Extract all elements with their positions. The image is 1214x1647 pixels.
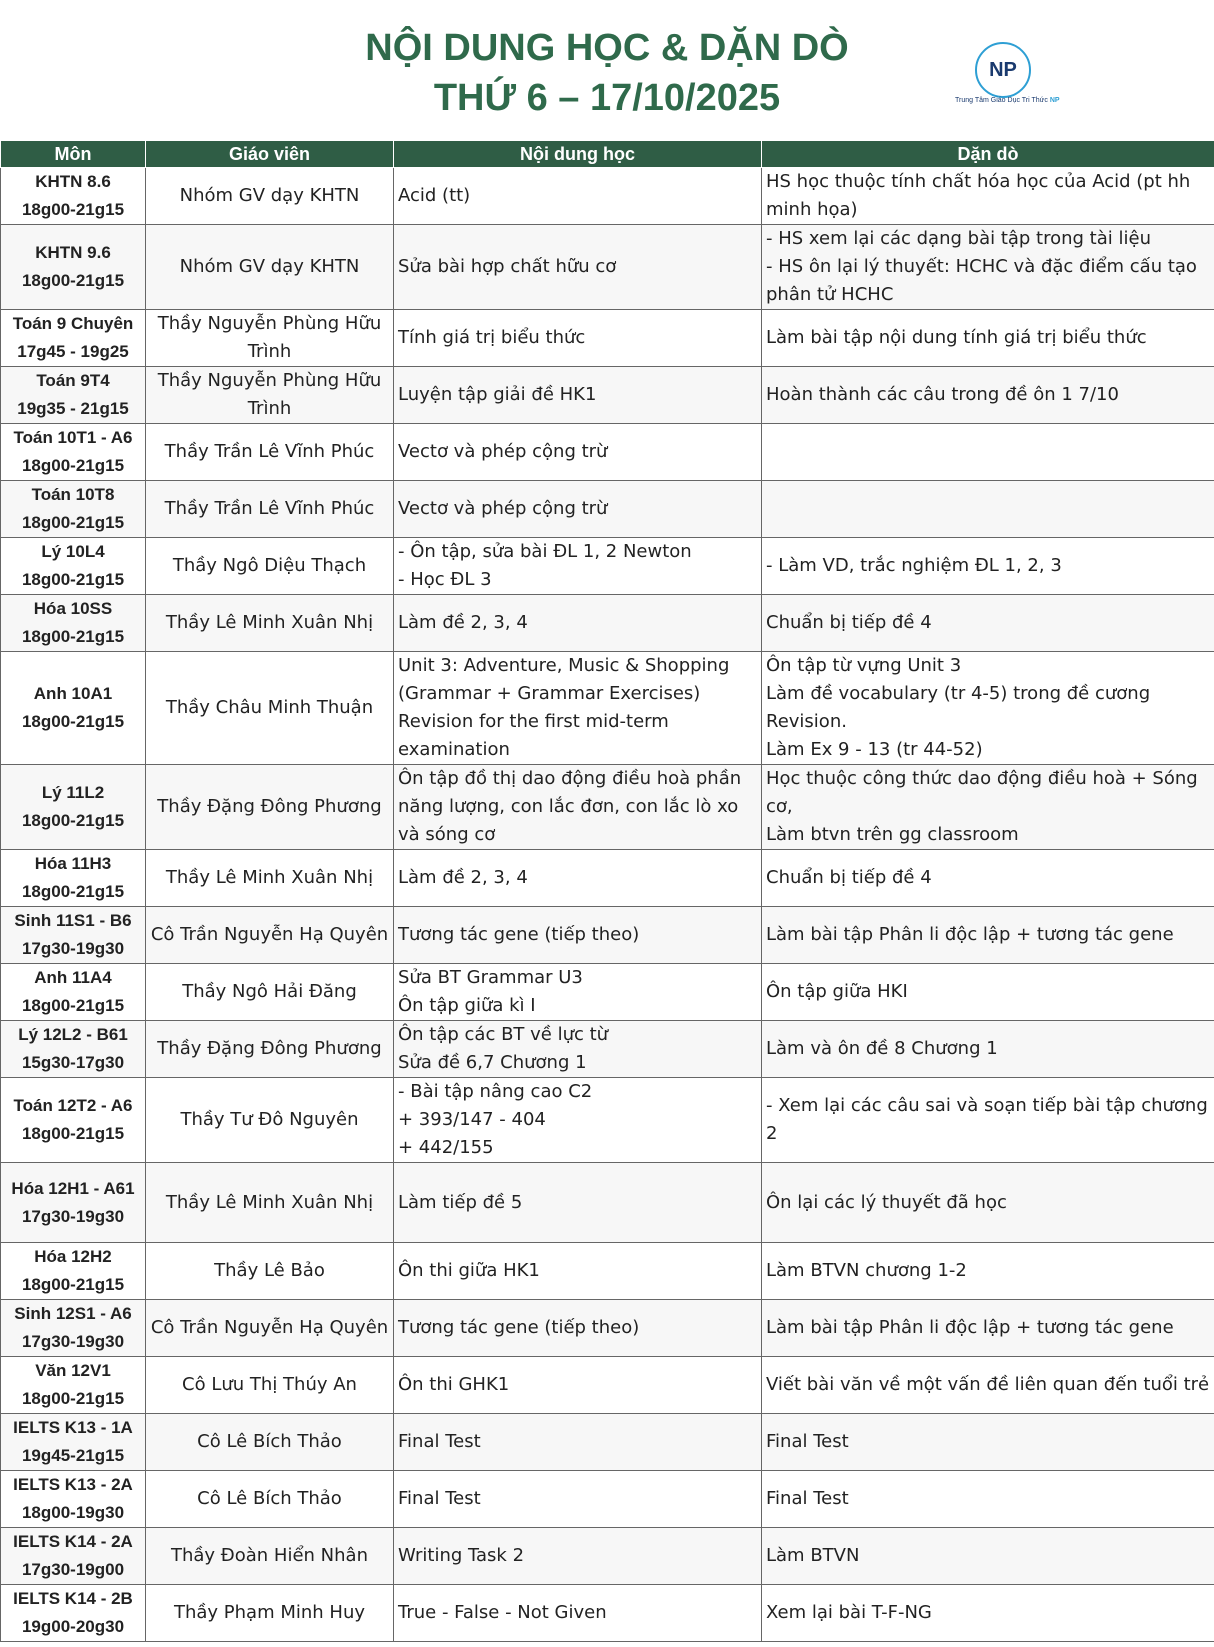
logo-caption-brand: NP [1049, 97, 1060, 104]
cell-content: - Bài tập nâng cao C2 + 393/147 - 404 + 442/155 [394, 1078, 762, 1163]
cell-content: Unit 3: Adventure, Music & Shopping (Grammar + Grammar Exercises) Revision for the first mid-term examination [394, 652, 762, 765]
cell-teacher: Thầy Nguyễn Phùng Hữu Trình [146, 310, 394, 367]
cell-subject: Toán 9 Chuyên 17g45 - 19g25 [1, 310, 146, 367]
cell-homework: Chuẩn bị tiếp đề 4 [762, 595, 1214, 652]
cell-teacher: Thầy Phạm Minh Huy [146, 1585, 394, 1642]
cell-content: Ôn tập các BT về lực từ Sửa đề 6,7 Chương 1 [394, 1021, 762, 1078]
cell-homework [762, 481, 1214, 538]
cell-teacher: Thầy Trần Lê Vĩnh Phúc [146, 424, 394, 481]
table-row [1, 1163, 1214, 1243]
cell-teacher: Cô Lê Bích Thảo [146, 1471, 394, 1528]
table-header-row [1, 141, 1214, 168]
cell-teacher: Thầy Ngô Hải Đăng [146, 964, 394, 1021]
cell-teacher: Cô Trần Nguyễn Hạ Quyên [146, 907, 394, 964]
header-homework: Dặn dò [762, 141, 1214, 168]
cell-content: Vectơ và phép cộng trừ [394, 424, 762, 481]
cell-teacher: Thầy Châu Minh Thuận [146, 652, 394, 765]
cell-subject: IELTS K13 - 2A 18g00-19g30 [1, 1471, 146, 1528]
cell-teacher: Thầy Đoàn Hiển Nhân [146, 1528, 394, 1585]
cell-subject: Sinh 12S1 - A6 17g30-19g30 [1, 1300, 146, 1357]
cell-homework: HS học thuộc tính chất hóa học của Acid (pt hh minh họa) [762, 168, 1214, 225]
cell-content: True - False - Not Given [394, 1585, 762, 1642]
logo-caption [955, 97, 1065, 104]
cell-content: - Ôn tập, sửa bài ĐL 1, 2 Newton - Học ĐL 3 [394, 538, 762, 595]
cell-homework: Ôn tập giữa HKI [762, 964, 1214, 1021]
cell-homework: Làm bài tập nội dung tính giá trị biểu thức [762, 310, 1214, 367]
cell-homework: Chuẩn bị tiếp đề 4 [762, 850, 1214, 907]
cell-homework: - Làm VD, trắc nghiệm ĐL 1, 2, 3 [762, 538, 1214, 595]
cell-subject: Anh 11A4 18g00-21g15 [1, 964, 146, 1021]
cell-homework: Xem lại bài T-F-NG [762, 1585, 1214, 1642]
cell-homework: Làm BTVN [762, 1528, 1214, 1585]
table-row [1, 850, 1214, 907]
table-row [1, 481, 1214, 538]
cell-teacher: Nhóm GV dạy KHTN [146, 225, 394, 310]
table-row [1, 1357, 1214, 1414]
cell-subject: Lý 10L4 18g00-21g15 [1, 538, 146, 595]
cell-homework: Ôn tập từ vựng Unit 3 Làm đề vocabulary (tr 4-5) trong đề cương Revision. Làm Ex 9 - 13 (tr 44-52) [762, 652, 1214, 765]
cell-teacher: Cô Lê Bích Thảo [146, 1414, 394, 1471]
header-subject: Môn [1, 141, 146, 168]
table-row [1, 538, 1214, 595]
cell-content: Ôn thi GHK1 [394, 1357, 762, 1414]
cell-subject: Lý 11L2 18g00-21g15 [1, 765, 146, 850]
table-row [1, 1471, 1214, 1528]
cell-homework: - HS xem lại các dạng bài tập trong tài liệu - HS ôn lại lý thuyết: HCHC và đặc điểm cấu tạo phân tử HCHC [762, 225, 1214, 310]
table-row [1, 595, 1214, 652]
cell-homework: Làm bài tập Phân li độc lập + tương tác gene [762, 1300, 1214, 1357]
table-row [1, 310, 1214, 367]
cell-content: Sửa BT Grammar U3 Ôn tập giữa kì I [394, 964, 762, 1021]
cell-homework: Làm BTVN chương 1-2 [762, 1243, 1214, 1300]
cell-subject: Hóa 10SS 18g00-21g15 [1, 595, 146, 652]
cell-subject: Hóa 12H2 18g00-21g15 [1, 1243, 146, 1300]
cell-content: Vectơ và phép cộng trừ [394, 481, 762, 538]
schedule-table-container [0, 140, 1214, 1642]
cell-subject: Hóa 11H3 18g00-21g15 [1, 850, 146, 907]
table-row [1, 765, 1214, 850]
table-row [1, 424, 1214, 481]
page-date: THỨ 6 – 17/10/2025 [433, 77, 781, 119]
cell-content: Sửa bài hợp chất hữu cơ [394, 225, 762, 310]
cell-homework: Làm bài tập Phân li độc lập + tương tác gene [762, 907, 1214, 964]
cell-subject: Toán 10T1 - A6 18g00-21g15 [1, 424, 146, 481]
cell-teacher: Thầy Lê Minh Xuân Nhị [146, 595, 394, 652]
cell-content: Tính giá trị biểu thức [394, 310, 762, 367]
header-content: Nội dung học [394, 141, 762, 168]
cell-subject: Toán 10T8 18g00-21g15 [1, 481, 146, 538]
cell-teacher: Cô Lưu Thị Thúy An [146, 1357, 394, 1414]
cell-subject: Anh 10A1 18g00-21g15 [1, 652, 146, 765]
cell-homework: Ôn lại các lý thuyết đã học [762, 1163, 1214, 1243]
table-row [1, 1300, 1214, 1357]
cell-teacher: Thầy Tư Đô Nguyên [146, 1078, 394, 1163]
cell-content: Làm đề 2, 3, 4 [394, 595, 762, 652]
table-row [1, 1414, 1214, 1471]
cell-content: Ôn thi giữa HK1 [394, 1243, 762, 1300]
cell-content: Final Test [394, 1414, 762, 1471]
cell-teacher: Thầy Đặng Đông Phương [146, 1021, 394, 1078]
table-row [1, 1078, 1214, 1163]
cell-teacher: Thầy Lê Bảo [146, 1243, 394, 1300]
cell-subject: Sinh 11S1 - B6 17g30-19g30 [1, 907, 146, 964]
cell-teacher: Thầy Ngô Diệu Thạch [146, 538, 394, 595]
table-row [1, 1243, 1214, 1300]
table-row [1, 1021, 1214, 1078]
cell-homework: Final Test [762, 1471, 1214, 1528]
schedule-table [0, 140, 1214, 1642]
cell-content: Tương tác gene (tiếp theo) [394, 1300, 762, 1357]
header-teacher: Giáo viên [146, 141, 394, 168]
cell-subject: Toán 12T2 - A6 18g00-21g15 [1, 1078, 146, 1163]
cell-subject: KHTN 8.6 18g00-21g15 [1, 168, 146, 225]
logo-caption-text: Trung Tâm Giáo Dục Tri Thức [955, 97, 1050, 104]
cell-content: Tương tác gene (tiếp theo) [394, 907, 762, 964]
cell-homework: Final Test [762, 1414, 1214, 1471]
cell-subject: IELTS K14 - 2A 17g30-19g00 [1, 1528, 146, 1585]
cell-content: Ôn tập đồ thị dao động điều hoà phần năng lượng, con lắc đơn, con lắc lò xo và sóng cơ [394, 765, 762, 850]
table-row [1, 964, 1214, 1021]
cell-teacher: Thầy Đặng Đông Phương [146, 765, 394, 850]
cell-teacher: Thầy Lê Minh Xuân Nhị [146, 1163, 394, 1243]
table-row [1, 1528, 1214, 1585]
cell-content: Final Test [394, 1471, 762, 1528]
table-row [1, 367, 1214, 424]
cell-teacher: Thầy Trần Lê Vĩnh Phúc [146, 481, 394, 538]
cell-content: Writing Task 2 [394, 1528, 762, 1585]
table-row [1, 168, 1214, 225]
table-row [1, 907, 1214, 964]
table-row [1, 652, 1214, 765]
cell-teacher: Thầy Lê Minh Xuân Nhị [146, 850, 394, 907]
cell-subject: Hóa 12H1 - A61 17g30-19g30 [1, 1163, 146, 1243]
cell-teacher: Cô Trần Nguyễn Hạ Quyên [146, 1300, 394, 1357]
cell-content: Làm đề 2, 3, 4 [394, 850, 762, 907]
cell-homework: Hoàn thành các câu trong đề ôn 1 7/10 [762, 367, 1214, 424]
cell-homework: Viết bài văn về một vấn đề liên quan đến tuổi trẻ [762, 1357, 1214, 1414]
cell-teacher: Thầy Nguyễn Phùng Hữu Trình [146, 367, 394, 424]
cell-content: Luyện tập giải đề HK1 [394, 367, 762, 424]
table-row [1, 225, 1214, 310]
cell-content: Làm tiếp đề 5 [394, 1163, 762, 1243]
cell-homework: Làm và ôn đề 8 Chương 1 [762, 1021, 1214, 1078]
cell-subject: Toán 9T4 19g35 - 21g15 [1, 367, 146, 424]
page-title: NỘI DUNG HỌC & DẶN DÒ [365, 27, 849, 69]
cell-subject: Lý 12L2 - B61 15g30-17g30 [1, 1021, 146, 1078]
cell-content: Acid (tt) [394, 168, 762, 225]
table-row [1, 1585, 1214, 1642]
cell-subject: IELTS K14 - 2B 19g00-20g30 [1, 1585, 146, 1642]
cell-homework: - Xem lại các câu sai và soạn tiếp bài tập chương 2 [762, 1078, 1214, 1163]
center-logo: NP [975, 42, 1031, 98]
cell-homework: Học thuộc công thức dao động điều hoà + Sóng cơ, Làm btvn trên gg classroom [762, 765, 1214, 850]
cell-subject: Văn 12V1 18g00-21g15 [1, 1357, 146, 1414]
cell-homework [762, 424, 1214, 481]
table-body [1, 168, 1214, 1642]
cell-subject: IELTS K13 - 1A 19g45-21g15 [1, 1414, 146, 1471]
cell-subject: KHTN 9.6 18g00-21g15 [1, 225, 146, 310]
cell-teacher: Nhóm GV dạy KHTN [146, 168, 394, 225]
page-header [0, 0, 1214, 140]
